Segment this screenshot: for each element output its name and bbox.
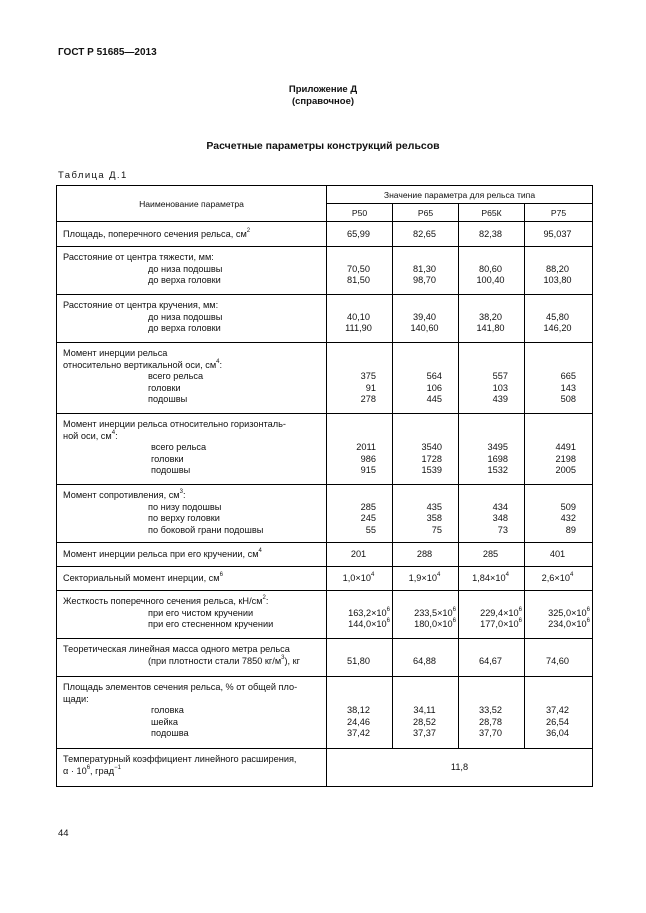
row-subitem: головка [151, 705, 184, 716]
header-type: Р50 [327, 204, 393, 222]
cell-value: 11,8 [327, 749, 593, 787]
row-name: Секториальный момент инерции, см [63, 573, 220, 584]
table-label: Таблица Д.1 [58, 170, 128, 181]
row-name: Расстояние от центра тяжести, мм: [63, 252, 214, 262]
appendix-subtitle: (справочное) [291, 96, 355, 107]
table-row: Жесткость поперечного сечения рельса, $кН/см^2$: при его чистом кручении при его стесненном кручении $163,2\times 10^6$ $144,0\times 10^6$ $233,5\times 10^6$ $180,0\times 10^6$ $229,4\times 10^6$ $177,0\times 10^6$ $325,0\times 10^6$ $234,0\times 10^6$ [57, 591, 593, 639]
page-number: 44 [58, 828, 69, 839]
row-subitem: подошвы [148, 394, 188, 405]
row-subitem: при его чистом кручении [148, 607, 254, 618]
page-title: Расчетные параметры конструкций рельсов [206, 140, 440, 152]
header-values: Значение параметра для рельса типа [327, 186, 593, 204]
row-name-cont: ной оси, см [63, 430, 112, 441]
header-param-name: Наименование параметра [57, 186, 327, 222]
row-name-cont: относительно вертикальной оси, см [63, 359, 217, 370]
row-subitem: по боковой грани подошвы [148, 524, 264, 535]
row-name: Момент инерции рельса [63, 348, 168, 358]
table-row: Расстояние от центра кручения, мм: до низа подошвы до верха головки 40,10 111,90 39,40 140,60 38,20 141,80 45,80 146,20 [57, 295, 593, 343]
row-subitem: головки [151, 453, 184, 464]
row-name: Температурный коэффициент линейного расширения, [63, 754, 297, 764]
row-subitem: подошва [151, 728, 189, 739]
table-row: Секториальный момент инерции, $см^6$ $1,0\times 10^4$ $1,9\times 10^4$ $1,84\times 10^4$ $2,6\times 10^4$ [57, 567, 593, 591]
table-row: Температурный коэффициент линейного расширения, $\alpha \cdot 10^6$, град$^{-1}$ 11,8 [57, 749, 593, 787]
table-row: Расстояние от центра тяжести, мм: до низа подошвы до верха головки 70,50 81,50 81,30 98,70 80,60 100,40 88,20 103,80 [57, 247, 593, 295]
header-type: Р75 [525, 204, 593, 222]
row-subitem: головки [148, 382, 181, 393]
row-subitem: при его стесненном кручении [148, 619, 274, 630]
header-type: Р65К [459, 204, 525, 222]
appendix-title: Приложение Д [288, 84, 358, 95]
row-subitem: всего рельса [151, 442, 207, 453]
cell-value: 82,38 [479, 228, 502, 239]
document-id: ГОСТ Р 51685—2013 [58, 47, 157, 58]
row-name: Жесткость поперечного сечения рельса, кН/см [63, 596, 263, 606]
row-subitem: до верха головки [148, 323, 221, 334]
row-subitem: до верха головки [148, 275, 221, 286]
row-subitem: до низа подошвы [148, 311, 223, 322]
cell-value: 95,037 [543, 228, 572, 239]
row-subitem: по низу подошвы [148, 501, 222, 512]
row-subitem: всего рельса [148, 371, 204, 382]
row-name: Теоретическая линейная масса одного метра рельса [63, 644, 290, 654]
table-row: Теоретическая линейная масса одного метра рельса (при плотности стали 7850 $кг/м^3$), кг 51,80 64,88 64,67 74,60 [57, 639, 593, 677]
row-name: Момент инерции рельса при его кручении, см [63, 549, 259, 560]
row-subitem: до низа подошвы [148, 263, 223, 274]
table-row: Момент инерции рельса относительно горизонталь- ной оси, $см^4$: всего рельса головки подошвы 2011 986 915 3540 1728 1539 3495 1698 1532 4491 2198 2005 [57, 414, 593, 485]
row-subitem: подошвы [151, 465, 191, 476]
row-subitem: по верху головки [148, 513, 220, 524]
rail-parameters-table [56, 185, 593, 787]
table-row: Площадь, поперечного сечения рельса, $см^2$ 65,99 82,65 82,38 95,037 [57, 222, 593, 247]
cell-value: 65,99 [347, 228, 370, 239]
row-name: Площадь, поперечного сечения рельса, см [63, 228, 247, 239]
row-name: Расстояние от центра кручения, мм: [63, 300, 219, 310]
table-row: Площадь элементов сечения рельса, % от общей пло- щади: головка шейка подошва 38,12 24,46 37,42 34,11 28,52 37,37 33,52 28,78 37,70 37,42 26,54 36,04 [57, 677, 593, 749]
row-name: Момент инерции рельса относительно горизонталь- [63, 419, 286, 429]
row-name: Площадь элементов сечения рельса, % от общей пло- [63, 682, 298, 692]
cell-value: 82,65 [413, 228, 436, 239]
row-name: Момент сопротивления, см [63, 490, 180, 500]
row-subitem: шейка [151, 716, 178, 727]
table-row: Момент инерции рельса при его кручении, $см^4$ 201 288 285 401 [57, 543, 593, 567]
table-row: Момент сопротивления, $см^3$: по низу подошвы по верху головки по боковой грани подошвы 285 245 55 435 358 75 434 348 73 509 432 89 [57, 485, 593, 543]
header-type: Р65 [393, 204, 459, 222]
table-row: Момент инерции рельса относительно вертикальной оси, $см^4$: всего рельса головки подошвы 375 91 278 564 106 445 557 103 439 665 143 508 [57, 343, 593, 414]
